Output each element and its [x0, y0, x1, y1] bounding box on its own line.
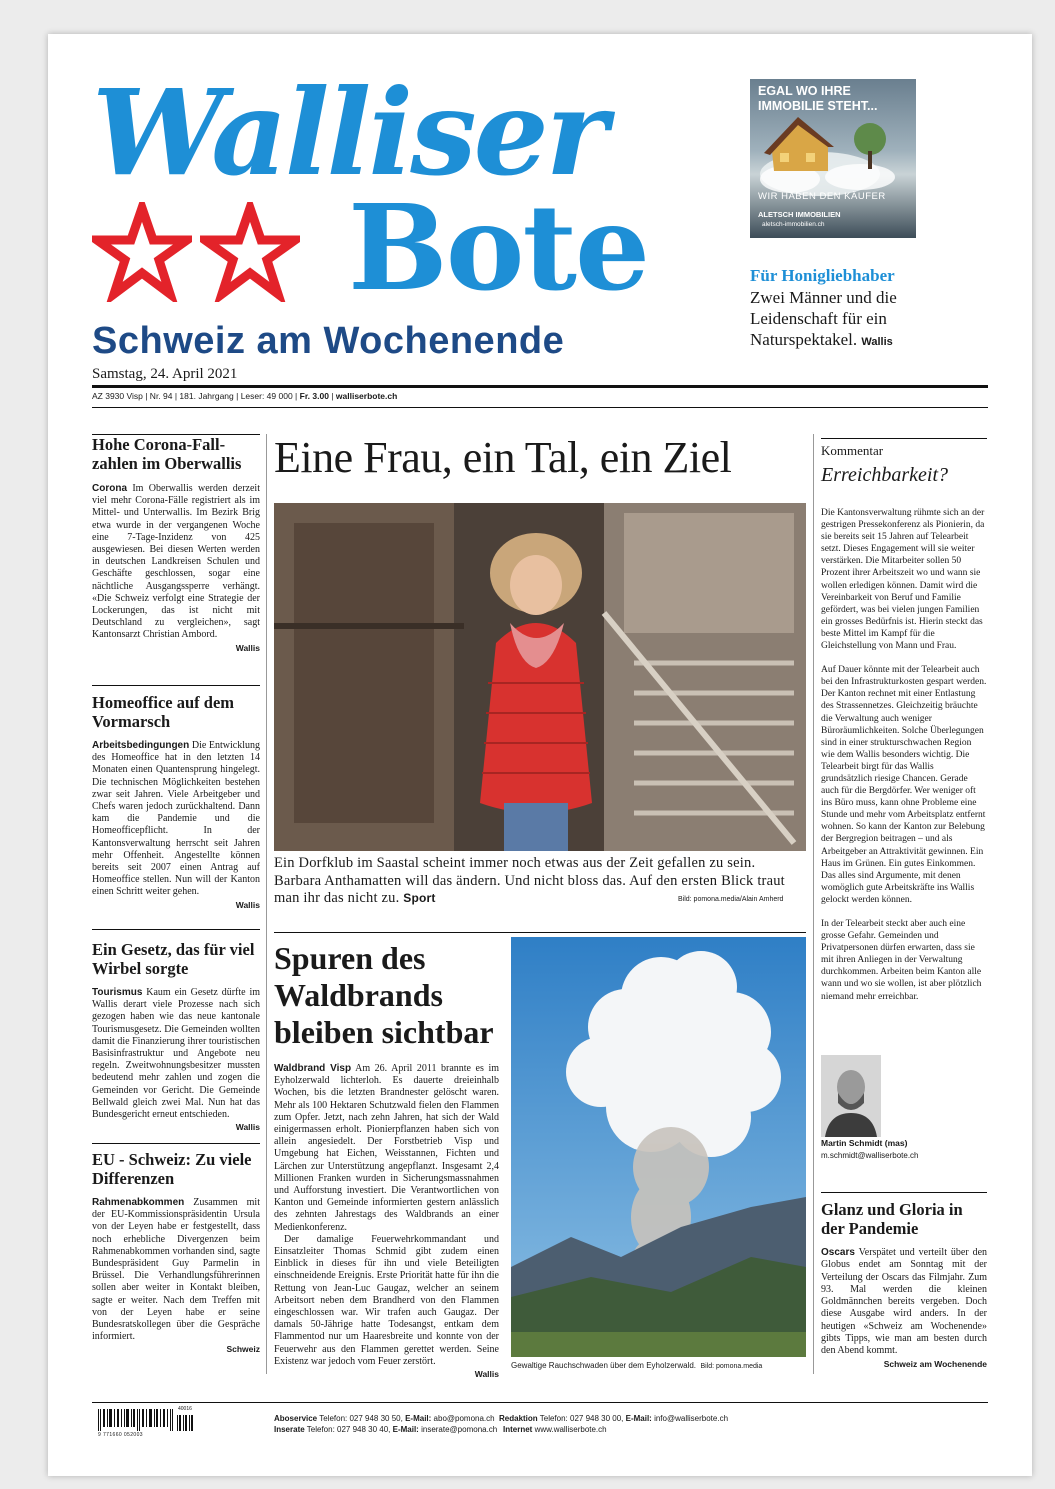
glanz-headline[interactable]: Glanz und Gloria in der Pandemie — [821, 1200, 963, 1238]
photo-credit: Bild: pomona.media/Alain Amherd — [678, 896, 784, 903]
barcode-icon — [98, 1409, 193, 1431]
second-story-body: Waldbrand Visp Am 26. April 2011 brannte es im Eyholzerwald lichterloh. Es dauerte dreieinhalb Wochen, bis die letzten Brandnester gelöscht waren. Mehr als 100 Hektaren Schutzwald fielen den Flammen zum Opfer. Jetzt, nach zehn Jahren, hat sich der Wald einigermassen erholt. Pionierpflanzen haben sich von allein angesiedelt. Der Forstbetrieb Visp und Umgebung hat Eichen, Weisstannen, Fichten und Lärchen zur Unterstützung angepflanzt. Insgesamt 2,4 Millionen Franken wurden in Sicherungsmassnahmen und Aufforstung investiert. Die Verantwortlichen von Kanton und Gemeinde informierten gestern anlässlich des zehnten Jahrestags des Waldbrands an einer Medienkonferenz. Der damalige Feuerwehrkommandant und Einsatzleiter Thomas Schmid gibt zudem einen Einblick in dieses für ihn und viele Beteiligten einschneidende Ereignis. Erste Priorität hatte für ihn die Rettung von Jean-Luc Gaugaz, welcher an seinem Arbeitsort neben dem Brandherd von den Flammen eingeschlossen war. Wir trafen auch Gaugaz. Der damals 50-Jährige hatte Todesangst, entkam dem Flammentod nur um Haaresbreite und konnte von der Feuerwehr aus den Flammen gerettet werden. Seine Existenz war jedoch vom Feuer zerstört. Wallis — [274, 1063, 500, 1380]
barcode-digits: 9 771660 052003 — [98, 1432, 143, 1438]
masthead-walliser: Walliser — [92, 63, 605, 202]
caption-tag[interactable]: Sport — [403, 891, 436, 905]
promo-tag: Wallis — [861, 336, 893, 348]
issue-meta: AZ 3930 Visp | Nr. 94 | 181. Jahrgang | Leser: 49 000 | Fr. 3.00 | walliserbote.ch — [92, 391, 398, 401]
brief-body: Arbeitsbedingungen Die Entwicklung des Homeoffice hat in den letzten 14 Monaten einen Quantensprung hingelegt. Die technischen Möglichkeiten bestehen zwar seit Jahren. Viele Arbeitgeber und Chefs waren jedoch zurückhaltend. Dann kam die Pandemie und die Homeofficepflicht. In der Kantonsverwaltung herrscht seit Jahren mehr Offenheit. Angestellte können bereits seit 2007 einen Antrag auf Homeoffice stellen. Nun will der Kanton einen Schritt weiter gehen. Wallis — [92, 740, 260, 910]
brief-rule — [92, 1143, 260, 1144]
commentary-title[interactable]: Erreichbarkeit? — [821, 464, 949, 486]
glanz-rule — [821, 1192, 987, 1193]
brief-corona[interactable] — [92, 435, 260, 654]
main-headline[interactable]: Eine Frau, ein Tal, ein Ziel — [274, 433, 732, 482]
promo-teaser[interactable] — [750, 287, 950, 353]
author-email[interactable]: m.schmidt@walliserbote.ch — [821, 1151, 919, 1160]
barcode-issue: 40016 — [178, 1406, 192, 1412]
brief-headline: Homeoffice auf dem Vormarsch — [92, 693, 235, 731]
ad-brand: ALETSCH IMMOBILIEN — [758, 210, 841, 219]
red-star-icon — [200, 202, 300, 302]
issue-date: Samstag, 24. April 2021 — [92, 366, 238, 382]
commentary-rule — [821, 438, 987, 439]
brief-tag: Wallis — [235, 642, 260, 653]
abo-email[interactable]: abo@pomona.ch — [433, 1414, 495, 1423]
brief-tag: Wallis — [235, 899, 260, 910]
column-divider — [813, 434, 814, 1374]
real-estate-ad[interactable] — [750, 79, 916, 238]
smoke-cloud-photo — [511, 937, 806, 1357]
brief-body: Rahmenabkommen Zusammen mit der EU-Kommissionspräsidentin Ursula von der Leyen habe er festgestellt, dass noch erhebliche Divergenzen beim Rahmenabkommen vorhanden sind, sagte Bundespräsident Guy Parmelin in Brüssel. Die Verhandlungsführerinnen sollen aber weiter in Kontakt bleiben, sagte er weiter. Nach dem Treffen mit von der Leyen habe er seine Bundesratskollegen über die Gespräche informiert. Schweiz — [92, 1197, 260, 1355]
brief-rule — [92, 929, 260, 930]
brief-headline: Ein Gesetz, das für viel Wirbel sorgte — [92, 940, 255, 978]
masthead-subtitle: Schweiz am Wochenende — [92, 320, 565, 362]
commentary-body: Die Kantonsverwaltung rühmte sich an der gestrigen Pressekonferenz als Pionierin, da sie bereits seit 15 Jahren auf Telearbeit setzt. Dieses Engagement will sie weiter verstärken. Die Mitarbeiter sollen 50 Prozent ihrer Arbeitszeit wo und wann sie wollen erledigen können. Damit wird die Vereinbarkeit von Beruf und Familie gefördert, was bei vielen jungen Familien ein grosses Bedürfnis ist. Hierin steckt das beste Mittel im Kampf für die Gleichstellung von Mann und Frau. Auf Dauer könnte mit der Telearbeit auch bei den Infrastrukturkosten gespart werden. Der Kanton rechnet mit einer Entlastung des Strassennetzes. Gleichzeitig bräuchte die Verwaltung auch weniger Büroräumlichkeiten. Solche Überlegungen sind in einer strukturschwachen Region wie dem Wallis besonders wichtig. Die Telearbeit birgt für das Wallis grundsätzlich riesige Chancen. Gerade auch für die Bergdörfer. Wer weniger oft ins Büro muss, kann ohne Probleme eine Stunde und mehr vom Arbeitsplatz entfernt wohnen. So kann der Kanton zur Belebung der Bergregion beitragen – und als Arbeitgeber an Attraktivität gewinnen. Ein Haus im Grünen. Ein gutes Einkommen. Das alles sind Argumente, mit denen womöglich gute Arbeitskräfte ins Wallis gelockt werden können. In der Telearbeit steckt aber auch eine grosse Gefahr. Gemeinden und Privatpersonen dürfen erwarten, dass sie mit ihren Anliegen in der Verwaltung durchkommen. Arbeiten beim Kanton alle wann und wo sie wollen, ist aber plötzlich niemand mehr erreichbar. — [821, 508, 987, 1002]
brief-headline: Hohe Corona-Fall-zahlen im Oberwallis — [92, 435, 242, 473]
footer-aboservice: Aboservice Telefon: 027 948 30 50, E-Mail: abo@pomona.ch — [274, 1414, 495, 1423]
ad-url: aletsch-immobilien.ch — [762, 221, 825, 228]
second-headline[interactable]: Spuren des Waldbrands bleiben sichtbar — [274, 940, 494, 1050]
ad-tagline: WIR HABEN DEN KÄUFER — [758, 191, 886, 202]
brief-tag: Schweiz — [226, 1344, 260, 1355]
meta-rule — [92, 407, 988, 408]
woman-red-jacket-photo — [274, 503, 806, 851]
fire-smoke-photo[interactable] — [511, 937, 806, 1357]
brief-homeoffice[interactable] — [92, 693, 260, 911]
footer-redaktion: Redaktion Telefon: 027 948 30 00, E-Mail: info@walliserbote.ch — [499, 1414, 729, 1423]
inserate-email[interactable]: inserate@pomona.ch — [421, 1425, 498, 1434]
fire-photo-caption: Gewaltige Rauchschwaden über dem Eyholzerwald. Bild: pomona.media — [511, 1361, 763, 1370]
newspaper-page — [48, 34, 1032, 1476]
author-avatar — [821, 1055, 881, 1137]
ad-headline: EGAL WO IHRE IMMOBILIE STEHT... — [758, 84, 878, 113]
main-story-photo[interactable] — [274, 503, 806, 851]
promo-text: Zwei Männer und die Leidenschaft für ein Naturspektakel. — [750, 288, 897, 349]
commentary-label: Kommentar — [821, 443, 884, 458]
website-link[interactable]: walliserbote.ch — [335, 391, 398, 401]
masthead-rule — [92, 385, 988, 388]
brief-rule — [92, 685, 260, 686]
internet-link[interactable]: www.walliserbote.ch — [534, 1425, 607, 1434]
red-star-icon — [92, 202, 192, 302]
brief-body: Tourismus Kaum ein Gesetz dürfte im Wallis derart viele Prozesse nach sich gezogen haben wie das neue kantonale Tourismusgesetz. Die Gemeinden wollten damit die Finanzierung ihrer touristischen Basisinfrastruktur und Angebote neu regeln. Zweitwohnungsbesitzer mussten bedeutend mehr zahlen und zogen die Gemeinden vor Gericht. Die Gemeinde Bellwald gleich zwei Mal. Nun hat das Bundesgericht erneut entschieden. Wallis — [92, 987, 261, 1133]
issue-price: Fr. 3.00 — [299, 391, 329, 401]
story-rule — [274, 932, 806, 933]
issue-meta-text: AZ 3930 Visp | Nr. 94 | 181. Jahrgang | Leser: 49 000 | — [92, 391, 298, 401]
brief-tourismus[interactable] — [92, 940, 260, 1133]
caption-text: Ein Dorfklub im Saastal scheint immer noch etwas aus der Zeit gefallen zu sein. Barbara Anthamatten will das ändern. Und nicht bloss das. Auf den ersten Blick traut man ihr das nicht zu. — [274, 855, 785, 906]
masthead-bote: Bote — [348, 178, 649, 317]
footer-inserate: Inserate Telefon: 027 948 30 40, E-Mail: inserate@pomona.ch — [274, 1425, 498, 1434]
brief-body: Corona Im Oberwallis werden derzeit viel mehr Corona-Fälle registriert als im Mittel- und Unterwallis. Im Bezirk Brig etwa wurde in der vergangenen Woche eine 7-Tage-Inzidenz von 425 ausgewiesen. Bei diesen Werten werden in deutschen Landkreisen Schulen und Geschäfte geschlossen, sogar eine nächtliche Ausgangssperre verhängt. «Die Schweiz verfolgt eine Strategie der Lockerungen, das ist nicht mit Deutschland zu vergleichen», sagt Kantonsarzt Christian Ambord. Wallis — [92, 483, 260, 653]
promo-kicker[interactable]: Für Honigliebhaber — [750, 266, 895, 285]
second-tag: Wallis — [474, 1369, 499, 1380]
column-divider — [266, 434, 267, 1374]
redaktion-email[interactable]: info@walliserbote.ch — [654, 1414, 729, 1423]
brief-headline: EU - Schweiz: Zu viele Differenzen — [92, 1150, 252, 1188]
author-name: Martin Schmidt (mas) — [821, 1138, 908, 1148]
brief-tag: Wallis — [235, 1122, 260, 1133]
glanz-tag: Schweiz am Wochenende — [883, 1358, 987, 1369]
footer-rule — [92, 1402, 988, 1403]
glanz-body: Oscars Verspätet und verteilt über den Globus endet am Sonntag mit der Verteilung der Oscars das Filmjahr. Zum 93. Mal werden die kleinen Goldmännchen bereits vergeben. Doch diese Ausgabe wird anders. In der heutigen «Schweiz am Wochenende» gibts Tipps, wie man am besten durch den Abend kommt. Schweiz am Wochenende — [821, 1247, 988, 1369]
brief-eu[interactable] — [92, 1150, 260, 1356]
footer-internet: Internet www.walliserbote.ch — [503, 1425, 607, 1434]
